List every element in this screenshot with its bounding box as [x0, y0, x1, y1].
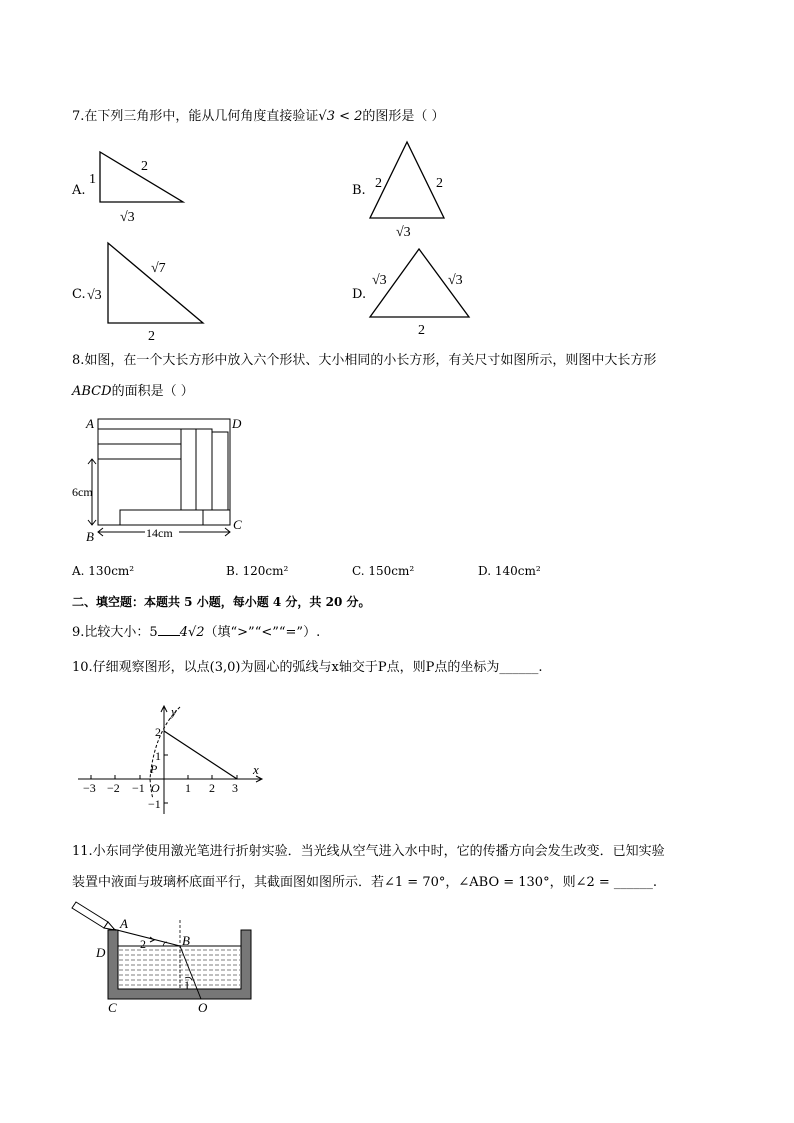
q7-option-d-label: D. [352, 287, 367, 302]
q9-text-end: （填“>”“<”“=”）. [204, 625, 321, 640]
q7-b-side-1: 2 [375, 176, 382, 191]
q7-stem-math: √3 < 2 [318, 109, 363, 124]
q8-option-b: B. 120cm² [226, 564, 289, 578]
q7-b-side-3: √3 [396, 225, 411, 240]
q7-option-a-label: A. [72, 183, 86, 198]
q7-d-side-1: √3 [372, 273, 387, 288]
q7-stem-end: 的图形是（ ） [362, 109, 445, 124]
q8-option-c: C. 150cm² [352, 564, 415, 578]
q10-ytick-n1: −1 [148, 797, 161, 811]
q8-label-a: A [86, 416, 94, 431]
q7-c-side-2: √7 [151, 261, 166, 276]
q8-abcd: ABCD [72, 384, 112, 399]
q10-xtick-1: 1 [185, 781, 191, 795]
q7-a-side-2: 2 [141, 159, 148, 174]
q7-b-side-2: 2 [436, 176, 443, 191]
q10-xtick-2: 2 [209, 781, 215, 795]
q7-option-b-label: B. [352, 183, 366, 198]
q8-label-b: B [86, 529, 94, 544]
q9-text: 9.比较大小：5 [72, 625, 158, 640]
q7-d-side-2: √3 [448, 273, 463, 288]
q10-stem: 10.仔细观察图形，以点(3,0)为圆心的弧线与x轴交于P点，则P点的坐标为______. [72, 660, 543, 675]
q11-line1: 11.小东同学使用激光笔进行折射实验．当光线从空气进入水中时，它的传播方向会发生改变．已知实验 [72, 844, 665, 859]
q11-angle-1: 1 [184, 978, 190, 992]
q10-xtick-n3: −3 [83, 781, 96, 795]
q10-xtick-3: 3 [232, 781, 238, 795]
q8-label-d: D [232, 416, 242, 431]
q7-c-side-1: √3 [87, 288, 102, 303]
q7-c-side-3: 2 [148, 329, 155, 344]
q11-label-a: A [120, 916, 128, 931]
q10-y-label: y [171, 704, 177, 719]
q7-stem-text: 7.在下列三角形中，能从几何角度直接验证 [72, 109, 319, 124]
q11-label-d: D [96, 945, 106, 960]
q8-label-c: C [233, 517, 242, 532]
q11-label-c: C [108, 1000, 117, 1015]
q10-origin: O [151, 781, 160, 795]
q8-height-label: 6cm [72, 485, 93, 499]
q10-p-label: P [150, 762, 158, 776]
q11-angle-2: 2 [140, 937, 146, 951]
q7-a-side-1: 1 [89, 172, 96, 187]
q8-option-d: D. 140cm² [478, 564, 541, 578]
q10-ytick-2: 2 [155, 725, 161, 739]
q8-stem-line1: 8.如图，在一个大长方形中放入六个形状、大小相同的小长方形，有关尺寸如图所示，则图中大长方形 [72, 353, 657, 368]
q7-d-side-3: 2 [418, 323, 425, 338]
section-heading: 二、填空题：本题共 5 小题，每小题 4 分，共 20 分。 [72, 595, 371, 609]
q9-math: 4√2 [179, 625, 205, 640]
q8-stem-end: 的面积是（ ） [111, 384, 194, 399]
q7-a-side-3: √3 [120, 210, 135, 225]
q10-ytick-1: 1 [155, 749, 161, 763]
q7-option-c-label: C. [72, 287, 86, 302]
q8-option-a: A. 130cm² [72, 564, 135, 578]
q10-x-label: x [253, 762, 259, 777]
q10-xtick-n1: −1 [132, 781, 145, 795]
q11-label-b: B [182, 933, 190, 948]
q11-label-o: O [198, 1000, 208, 1015]
q8-width-label: 14cm [146, 526, 173, 540]
q11-line2: 装置中液面与玻璃杯底面平行，其截面图如图所示．若∠1 = 70°，∠ABO = 130°，则∠2 = ______. [72, 875, 658, 890]
q10-xtick-n2: −2 [107, 781, 120, 795]
